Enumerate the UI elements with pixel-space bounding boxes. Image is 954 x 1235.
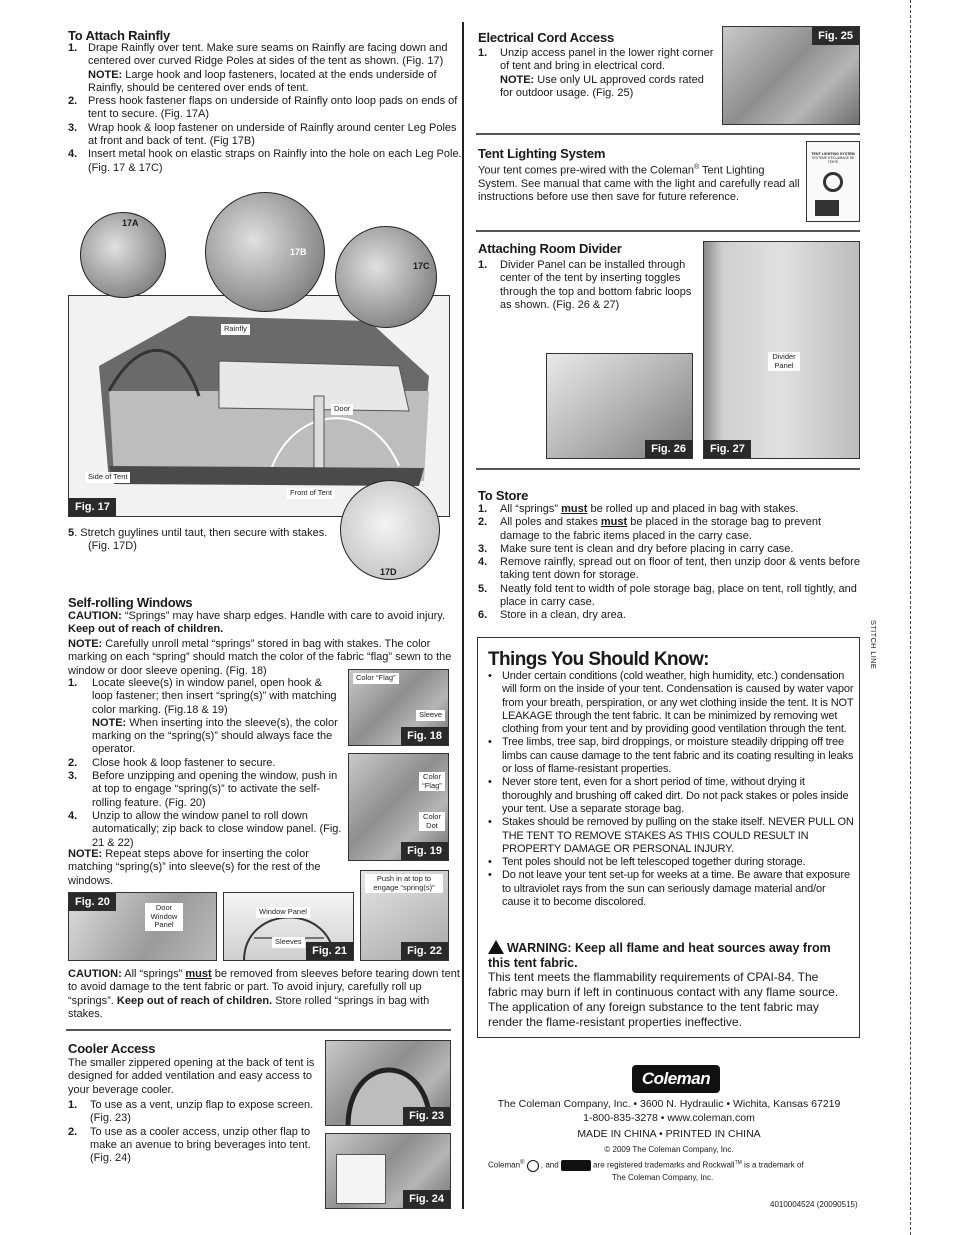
list-item: 2. Press hook fastener flaps on underside of Rainfly onto loop pads on ends of tent to secure. (Fig. 17A) [68,95,458,121]
color-flag-label: Color “Flag” [419,772,445,791]
fig24-photo [325,1133,451,1209]
list-item: 5. Neatly fold tent to width of pole storage bag, place on tent, roll tightly, and place in carry case. [478,582,857,609]
fig19-tag: Fig. 19 [401,842,448,860]
door-window-panel-label: Door Window Panel [145,903,183,931]
fig23-tag: Fig. 23 [403,1107,450,1125]
lantern-logo-icon [527,1160,539,1172]
fig20-photo [68,892,217,961]
cooler-shape [336,1154,386,1204]
list-item: • Do not leave your tent set-up for weeks at a time. Be aware that exposure to ultraviolet rays from the sun can seriously damage material and/or cause it to become discolored. [478,869,856,909]
fig17d-detail [340,480,440,580]
fig25-tag: Fig. 25 [812,27,859,45]
manual-title: TENT LIGHTING SYSTEM [811,152,855,156]
coleman-logo: Coleman [632,1065,720,1093]
fig17b-label: 17B [290,247,307,257]
color-flag-label: Color “Flag” [353,673,399,684]
list-item: 3. Make sure tent is clean and dry before placing in carry case. [478,542,794,555]
list-item: 6. Store in a clean, dry area. [478,609,626,622]
fig17d-label: 17D [380,567,397,577]
list-item: 3. Wrap hook & loop fastener on underside of Rainfly around center Leg Poles at front and back of tent. (Fig 17B) [68,121,457,148]
rainfly-label: Rainfly [221,324,250,335]
footer-copyright: © 2009 The Coleman Company, Inc. [604,1145,734,1154]
list-item: 1. Locate sleeve(s) in window panel, open hook & loop fastener; then insert “spring(s)” with matching color marking. (Fig.18 & 19) NOTE: When inserting into the sleeve(s), the color marking on the “spring(s)” should always face the operator. [68,677,338,756]
battery-box-icon [815,200,839,216]
windows-steps [68,677,344,850]
windows-title: Self-rolling Windows [68,595,193,610]
electrical-step: 1. Unzip access panel in the lower right corner of tent and bring in electrical cord. NOTE: Use only UL approved cords rated for outdoor usage. (Fig. 25) [478,47,714,99]
cooler-steps [68,1099,316,1165]
fig19-photo [348,753,449,861]
windows-note2: NOTE: Repeat steps above for inserting the color matching “spring(s)” into sleeve(s) for the rest of the windows. [68,848,321,887]
fig22-tag: Fig. 22 [401,942,448,960]
fig23-photo [325,1040,451,1126]
fig18-tag: Fig. 18 [401,727,448,745]
warning-body: This tent meets the flammability requirements of CPAI-84. The fabric may burn if left in continuous contact with any flame source. The application of any foreign substance to the tent fabric may render the flame-resistant properties ineffective. [488,970,839,1029]
stitch-line-label: STITCH LINE [869,620,878,670]
cooler-title: Cooler Access [68,1041,156,1056]
list-item: 2. Close hook & loop fastener to secure. [68,756,276,769]
lighting-manual-thumb [806,141,860,222]
fig26-tag: Fig. 26 [645,440,692,458]
fig17c-detail [335,226,437,328]
fig17-tag: Fig. 17 [69,498,116,516]
window-panel-label: Window Panel [256,907,310,918]
lighting-text: Your tent comes pre-wired with the Coleman® Tent Lighting System. See manual that came with the light and carefully read all instructions before use then save for future reference. [478,164,800,204]
push-in-label: Push in at top to engage “spring(s)” [365,874,443,893]
things-list [478,670,856,909]
electrical-title: Electrical Cord Access [478,30,615,45]
right-divider-1 [476,133,860,135]
fig20-tag: Fig. 20 [69,893,116,911]
cooler-intro: The smaller zippered opening at the back of tent is designed for added ventilation and easy access to your beverage cooler. [68,1057,315,1096]
windows-caution: CAUTION: “Springs” may have sharp edges. Handle with care to avoid injury. Keep out of reach of children. [68,610,446,636]
list-item: 1. All “springs” must be rolled up and placed in bag with stakes. [478,503,799,515]
list-item: 3. Before unzipping and opening the window, push in at top to engage “spring(s)” to activate the self-rolling feature. (Fig. 20) [68,770,338,809]
list-item: • Under certain conditions (cold weather, high humidity, etc.) condensation will form on the inside of your tent. Condensation is caused by water vapor from your breath, perspiration, or any wet clothing inside the tent. It is NOT LEAKAGE through the tent fabric. It can be minimized by removing wet clothing from your tent and by providing good ventilation through the tent. [478,670,856,736]
fig26-photo [546,353,693,459]
lighting-title: Tent Lighting System [478,146,606,161]
list-item: • Tree limbs, tree sap, bird droppings, or moisture steadily dripping off tree limbs can cause damage to the tent fabric and its coating resulting in leaks or loss of flame-resistant properties. [478,736,856,776]
color-dot-label: Color Dot [419,812,445,831]
list-item: 4. Insert metal hook on elastic straps on Rainfly into the hole on each Leg Pole. (Fig. 17 & 17C) [68,148,462,174]
store-title: To Store [478,488,529,503]
fig27-photo [703,241,860,459]
divider-step: 1. Divider Panel can be installed through center of the tent by inserting toggles through the top and bottom fabric loops as shown. (Fig. 26 & 27) [478,259,692,311]
step5-text: 5. Stretch guylines until taut, then secure with stakes. (Fig. 17D) [68,527,328,553]
warning-heading: WARNING: Keep all flame and heat sources away from this tent fabric. [488,941,831,970]
store-steps [478,503,862,623]
things-box [477,637,860,1038]
footer-trademarks: Coleman® , and are registered trademarks and Rockwall™ is a trademark of The Coleman Company, Inc. [488,1160,804,1182]
windows-note: NOTE: Carefully unroll metal “springs” stored in bag with stakes. The color marking on each “spring” should match the color of the fabric “flag” sewn to the window or door sleeve opening. (Fig. 18) [68,638,452,677]
sleeves-label: Sleeves [272,937,305,948]
footer-part-code: 4010004524 (20090515) [770,1200,858,1209]
manual-subtitle: SYSTEME D'ECLAIRAGE DE TENTE [811,156,855,164]
fig17c-label: 17C [413,261,430,271]
right-divider-2 [476,230,860,232]
list-item: • Stakes should be removed by pulling on the stake itself. NEVER PULL ON THE TENT TO REMOVE STAKES AS THIS COULD RESULT IN PROPERTY DAMAGE OR PERSONAL INJURY. [478,816,856,856]
fig27-tag: Fig. 27 [704,440,751,458]
right-divider-3 [476,468,860,470]
left-divider [66,1029,451,1031]
front-of-tent-label: Front of Tent [287,488,335,499]
windows-caution2: CAUTION: All “springs” must be removed from sleeves before tearing down tent to avoid damage to the tent fabric or part. To avoid injury, carefully roll up “springs”. Keep out of reach of children. Store rolled “springs in bag with stakes. [68,968,460,1020]
list-item: 2. All poles and stakes must be placed in the storage bag to prevent damage to the fabric items placed in the carry case. [478,516,822,542]
sleeve-label: Sleeve [416,710,445,721]
attach-rainfly-steps [68,42,462,175]
list-item: 1. To use as a vent, unzip flap to expose screen. (Fig. 23) [68,1099,314,1125]
footer-made-in: MADE IN CHINA • PRINTED IN CHINA [577,1128,761,1140]
side-of-tent-label: Side of Tent [85,472,130,483]
fig24-tag: Fig. 24 [403,1190,450,1208]
list-item: 1. Drape Rainfly over tent. Make sure seams on Rainfly are facing down and centered over curved Ridge Poles at sides of the tent as shown. (Fig. 17) NOTE: Large hook and loop fasteners, located at the ends underside of Rainfly, should be centered over ends of tent. [68,42,448,94]
fig18-photo [348,669,449,746]
fig17b-detail [205,192,325,312]
divider-panel-label: Divider Panel [768,352,800,371]
fig17a-label: 17A [122,218,139,228]
list-item: 4. Remove rainfly, spread out on floor of tent, then unzip door & vents before taking tent down for storage. [478,556,860,582]
list-item: 4. Unzip to allow the window panel to roll down automatically; zip back to close window panel. (Fig. 21 & 22) [68,809,342,849]
attach-rainfly-title: To Attach Rainfly [68,28,171,43]
column-divider [462,22,464,1209]
fig21-photo [223,892,354,961]
list-item: • Never store tent, even for a short period of time, without drying it thoroughly and brushing off caked dirt. Do not pack stakes or poles inside your tent. Use a separate storage bag. [478,776,856,816]
fig21-tag: Fig. 21 [306,942,353,960]
lantern-icon [823,172,843,192]
list-item: • Tent poles should not be left telescoped together during storage. [478,856,856,869]
list-item: 2. To use as a cooler access, unzip other flap to make an avenue to bring beverages into tent. (Fig. 24) [68,1125,311,1165]
door-label: Door [331,404,353,415]
things-title: Things You Should Know: [488,649,709,670]
stitch-line [910,0,911,1235]
warning-icon [488,940,504,954]
divider-title: Attaching Room Divider [478,241,622,256]
coleman-mini-logo-icon [561,1160,591,1171]
fig25-photo [722,26,860,125]
footer-address: The Coleman Company, Inc. • 3600 N. Hydraulic • Wichita, Kansas 67219 1-800-835-3278 • www.coleman.com [497,1098,841,1124]
fig22-photo [360,870,449,961]
